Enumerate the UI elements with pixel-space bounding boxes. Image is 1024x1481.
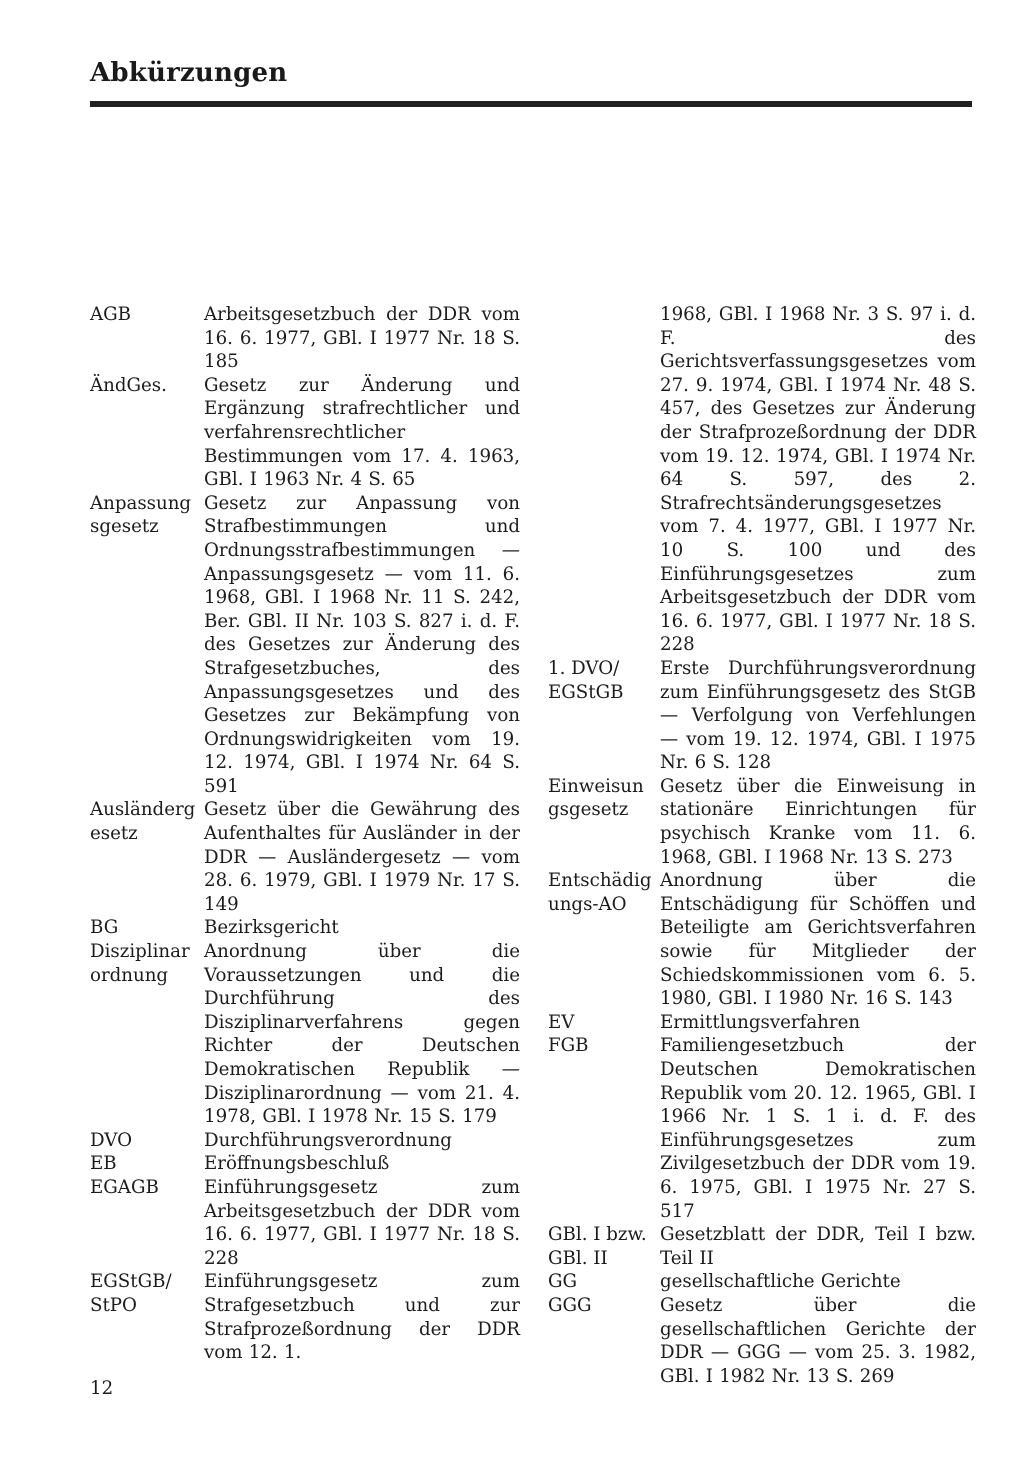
entry-abbreviation: ÄndGes. [90, 374, 167, 396]
entry-abbreviation: Anpassungsgesetz [90, 492, 192, 538]
entry-eb [90, 1152, 520, 1176]
entry-gbl [548, 1223, 976, 1270]
entry-definition: Durchführungsverordnung [204, 1129, 452, 1151]
entry-definition: Gesetz über die Gewährung des Aufenthaltes für Ausländer in der DDR — Ausländergesetz — vom 28. 6. 1979, GBl. I 1979 Nr. 17 S. 149 [204, 799, 520, 915]
page-number: 12 [90, 1378, 114, 1399]
entry-definition: Familiengesetzbuch der Deutschen Demokratischen Republik vom 20. 12. 1965, GBl. I 1966 Nr. 1 S. 1 i. d. F. des Einführungsgesetzes zum Zivilgesetzbuch der DDR vom 19. 6. 1975, GBl. I 1975 Nr. 27 S. 517 [660, 1035, 976, 1222]
title-rule [90, 101, 972, 107]
entry-definition: Erste Durchführungsverordnung zum Einführungsgesetz des StGB — Verfolgung von Verfehlungen — vom 19. 12. 1974, GBl. I 1975 Nr. 6 S. 128 [660, 657, 976, 774]
entry-abbreviation: BG [90, 917, 119, 939]
entry-disziplinarordnung [90, 940, 520, 1129]
entry-abbreviation: AGB [90, 304, 132, 325]
entry-definition: Anordnung über die Entschädigung für Schöffen und Beteiligte am Gerichtsverfahren sowie für Mitglieder der Schiedskommissionen vom 6. 5. 1980, GBl. I 1980 Nr. 16 S. 143 [660, 870, 976, 1010]
entry-definition: Arbeitsgesetzbuch der DDR vom 16. 6. 1977, GBl. I 1977 Nr. 18 S. 185 [204, 304, 520, 373]
entry-definition: Ermittlungsverfahren [660, 1011, 861, 1033]
entry-ev [548, 1011, 976, 1035]
entry-abbreviation: 1. DVO/ EGStGB [548, 657, 624, 703]
entry-definition: Gesetzblatt der DDR, Teil I bzw. Teil II [660, 1224, 976, 1269]
entry-abbreviation-empty [548, 303, 660, 657]
entry-dvo [90, 1129, 520, 1153]
entry-definition: Bezirksgericht [204, 917, 339, 939]
entry-ggg [548, 1294, 976, 1388]
entry-abbreviation: Disziplinarordnung [90, 941, 190, 986]
entry-definition: Eröffnungsbeschluß [204, 1153, 390, 1175]
entry-bg [90, 916, 520, 940]
entry-gg [548, 1270, 976, 1294]
page-title: Abkürzungen [90, 58, 288, 88]
entry-egagb [90, 1176, 520, 1270]
entry-entschaedigungs-ao [548, 869, 976, 1011]
entry-abbreviation: EGStGB/ StPO [90, 1271, 172, 1316]
entry-abbreviation: GG [548, 1271, 578, 1293]
entry-definition: Einführungsgesetz zum Arbeitsgesetzbuch der DDR vom 16. 6. 1977, GBl. I 1977 Nr. 18 S. 228 [204, 1176, 520, 1269]
entry-abbreviation: EV [548, 1011, 575, 1033]
entry-abbreviation: Einweisungsgesetz [548, 775, 644, 821]
right-column [548, 303, 976, 1388]
entry-einweisungsgesetz [548, 775, 976, 869]
entry-abbreviation: Entschädigungs-AO [548, 870, 652, 915]
entry-definition: Gesetz zur Änderung und Ergänzung strafrechtlicher und verfahrensrechtlicher Bestimmungen vom 17. 4. 1963, GBl. I 1963 Nr. 4 S. 65 [204, 374, 520, 491]
entry-continuation [548, 303, 976, 657]
entry-agb [90, 303, 520, 374]
entry-1-dvo-egstgb [548, 657, 976, 775]
entry-definition: gesellschaftliche Gerichte [660, 1271, 901, 1293]
entry-abbreviation: FGB [548, 1035, 589, 1057]
entry-abbreviation: GBl. I bzw. GBl. II [548, 1224, 647, 1269]
entry-abbreviation: Ausländergesetz [90, 799, 196, 845]
entry-egstgb-stpo [90, 1270, 520, 1364]
entry-definition: Gesetz über die Einweisung in stationäre Einrichtungen für psychisch Kranke vom 11. 6. 1968, GBl. I 1968 Nr. 13 S. 273 [660, 775, 976, 868]
entry-abbreviation: EGAGB [90, 1176, 159, 1198]
entry-definition: Gesetz zur Anpassung von Strafbestimmungen und Ordnungsstrafbestimmungen — Anpassungsgesetz — vom 11. 6. 1968, GBl. I 1968 Nr. 11 S. 242, Ber. GBl. II Nr. 103 S. 827 i. d. F. des Gesetzes zur Änderung des Strafgesetzbuches, des Anpassungsgesetzes und des Gesetzes zur Bekämpfung von Ordnungswidrigkeiten vom 19. 12. 1974, GBl. I 1974 Nr. 64 S. 591 [204, 492, 520, 797]
entry-aendges [90, 374, 520, 492]
entry-definition: Einführungsgesetz zum Strafgesetzbuch und zur Strafprozeßordnung der DDR vom 12. 1. [204, 1271, 520, 1364]
entry-definition: 1968, GBl. I 1968 Nr. 3 S. 97 i. d. F. des Gerichtsverfassungsgesetzes vom 27. 9. 1974, GBl. I 1974 Nr. 48 S. 457, des Gesetzes zur Änderung der Strafprozeßordnung der DDR vom 19. 12. 1974, GBl. I 1974 Nr. 64 S. 597, des 2. Strafrechtsänderungsgesetzes vom 7. 4. 1977, GBl. I 1977 Nr. 10 S. 100 und des Einführungsgesetzes zum Arbeitsgesetzbuch der DDR vom 16. 6. 1977, GBl. I 1977 Nr. 18 S. 228 [660, 304, 976, 656]
entry-anpassungsgesetz [90, 492, 520, 799]
entry-abbreviation: GGG [548, 1294, 592, 1316]
left-column [90, 303, 520, 1365]
entry-auslaendergesetz [90, 798, 520, 916]
entry-abbreviation: DVO [90, 1129, 132, 1151]
entry-fgb [548, 1034, 976, 1223]
entry-definition: Gesetz über die gesellschaftlichen Gerichte der DDR — GGG — vom 25. 3. 1982, GBl. I 1982 Nr. 13 S. 269 [660, 1294, 976, 1387]
entry-definition: Anordnung über die Voraussetzungen und die Durchführung des Disziplinarverfahrens gegen Richter der Deutschen Demokratischen Republik — Disziplinarordnung — vom 21. 4. 1978, GBl. I 1978 Nr. 15 S. 179 [204, 941, 520, 1128]
entry-abbreviation: EB [90, 1153, 117, 1175]
